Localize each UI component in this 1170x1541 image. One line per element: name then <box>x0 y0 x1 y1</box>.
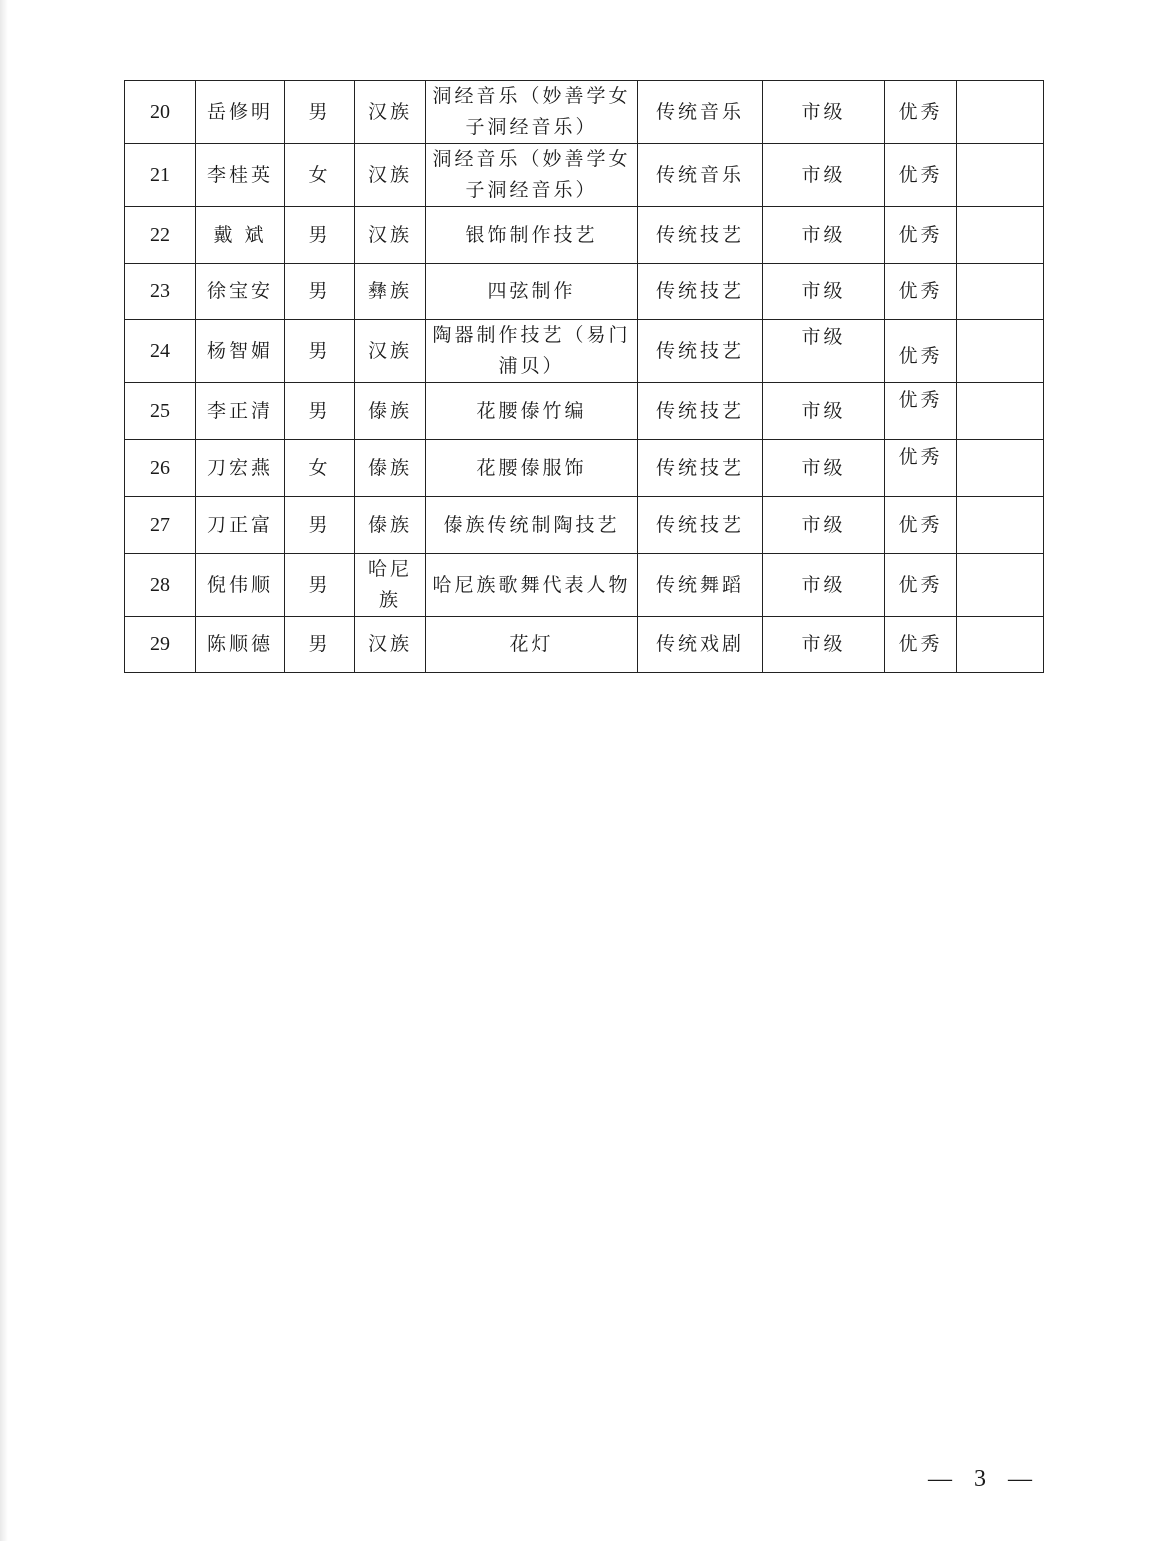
result: 优秀 <box>885 320 957 383</box>
ethnicity: 汉族 <box>355 320 426 383</box>
ethnicity: 汉族 <box>355 144 426 207</box>
inheritor-name: 李桂英 <box>196 144 285 207</box>
row-number: 24 <box>125 320 196 383</box>
remark <box>957 144 1044 207</box>
table-row <box>125 320 1044 383</box>
gender: 男 <box>285 554 355 617</box>
result: 优秀 <box>885 440 957 497</box>
ethnicity: 傣族 <box>355 440 426 497</box>
table-row <box>125 207 1044 264</box>
gender: 男 <box>285 383 355 440</box>
project-name: 哈尼族歌舞代表人物 <box>426 554 638 617</box>
inheritor-name: 杨智媚 <box>196 320 285 383</box>
ethnicity: 汉族 <box>355 617 426 673</box>
gender: 男 <box>285 81 355 144</box>
table-row <box>125 440 1044 497</box>
remark <box>957 81 1044 144</box>
gender: 男 <box>285 497 355 554</box>
level: 市级 <box>763 554 885 617</box>
row-number: 26 <box>125 440 196 497</box>
result: 优秀 <box>885 144 957 207</box>
remark <box>957 264 1044 320</box>
inheritor-name: 岳修明 <box>196 81 285 144</box>
table-row <box>125 617 1044 673</box>
category: 传统技艺 <box>638 383 763 440</box>
result: 优秀 <box>885 207 957 264</box>
project-name: 四弦制作 <box>426 264 638 320</box>
table-row <box>125 81 1044 144</box>
category: 传统技艺 <box>638 320 763 383</box>
category: 传统技艺 <box>638 207 763 264</box>
remark <box>957 207 1044 264</box>
ethnicity: 傣族 <box>355 383 426 440</box>
row-number: 23 <box>125 264 196 320</box>
category: 传统舞蹈 <box>638 554 763 617</box>
row-number: 25 <box>125 383 196 440</box>
level: 市级 <box>763 440 885 497</box>
level: 市级 <box>763 320 885 383</box>
table-row <box>125 383 1044 440</box>
level: 市级 <box>763 81 885 144</box>
inheritor-name: 戴 斌 <box>196 207 285 264</box>
project-name: 陶器制作技艺（易门浦贝） <box>426 320 638 383</box>
remark <box>957 554 1044 617</box>
ethnicity: 傣族 <box>355 497 426 554</box>
row-number: 29 <box>125 617 196 673</box>
ethnicity: 汉族 <box>355 81 426 144</box>
remark <box>957 440 1044 497</box>
gender: 男 <box>285 617 355 673</box>
row-number: 21 <box>125 144 196 207</box>
result: 优秀 <box>885 497 957 554</box>
inheritor-name: 徐宝安 <box>196 264 285 320</box>
project-name: 傣族传统制陶技艺 <box>426 497 638 554</box>
category: 传统技艺 <box>638 264 763 320</box>
inheritor-name: 刀正富 <box>196 497 285 554</box>
inheritor-name: 倪伟顺 <box>196 554 285 617</box>
project-name: 花灯 <box>426 617 638 673</box>
level: 市级 <box>763 617 885 673</box>
level: 市级 <box>763 144 885 207</box>
result: 优秀 <box>885 617 957 673</box>
result: 优秀 <box>885 81 957 144</box>
remark <box>957 320 1044 383</box>
gender: 女 <box>285 440 355 497</box>
level: 市级 <box>763 207 885 264</box>
ethnicity: 汉族 <box>355 207 426 264</box>
inheritor-assessment-table <box>124 80 1044 673</box>
remark <box>957 497 1044 554</box>
level: 市级 <box>763 383 885 440</box>
inheritor-name: 刀宏燕 <box>196 440 285 497</box>
row-number: 28 <box>125 554 196 617</box>
category: 传统音乐 <box>638 144 763 207</box>
project-name: 洞经音乐（妙善学女子洞经音乐） <box>426 144 638 207</box>
gender: 男 <box>285 207 355 264</box>
project-name: 洞经音乐（妙善学女子洞经音乐） <box>426 81 638 144</box>
gender: 男 <box>285 320 355 383</box>
remark <box>957 383 1044 440</box>
category: 传统技艺 <box>638 440 763 497</box>
remark <box>957 617 1044 673</box>
table-row <box>125 554 1044 617</box>
row-number: 22 <box>125 207 196 264</box>
project-name: 花腰傣竹编 <box>426 383 638 440</box>
row-number: 27 <box>125 497 196 554</box>
ethnicity: 彝族 <box>355 264 426 320</box>
page-number: — 3 — <box>928 1466 1040 1492</box>
level: 市级 <box>763 497 885 554</box>
level: 市级 <box>763 264 885 320</box>
gender: 女 <box>285 144 355 207</box>
category: 传统技艺 <box>638 497 763 554</box>
project-name: 花腰傣服饰 <box>426 440 638 497</box>
category: 传统音乐 <box>638 81 763 144</box>
inheritor-name: 李正清 <box>196 383 285 440</box>
table-row <box>125 264 1044 320</box>
gender: 男 <box>285 264 355 320</box>
result: 优秀 <box>885 383 957 440</box>
inheritor-name: 陈顺德 <box>196 617 285 673</box>
page-edge-shadow <box>0 0 8 1541</box>
category: 传统戏剧 <box>638 617 763 673</box>
result: 优秀 <box>885 264 957 320</box>
row-number: 20 <box>125 81 196 144</box>
table-row <box>125 497 1044 554</box>
table-row <box>125 144 1044 207</box>
result: 优秀 <box>885 554 957 617</box>
project-name: 银饰制作技艺 <box>426 207 638 264</box>
ethnicity: 哈尼族 <box>355 554 426 617</box>
